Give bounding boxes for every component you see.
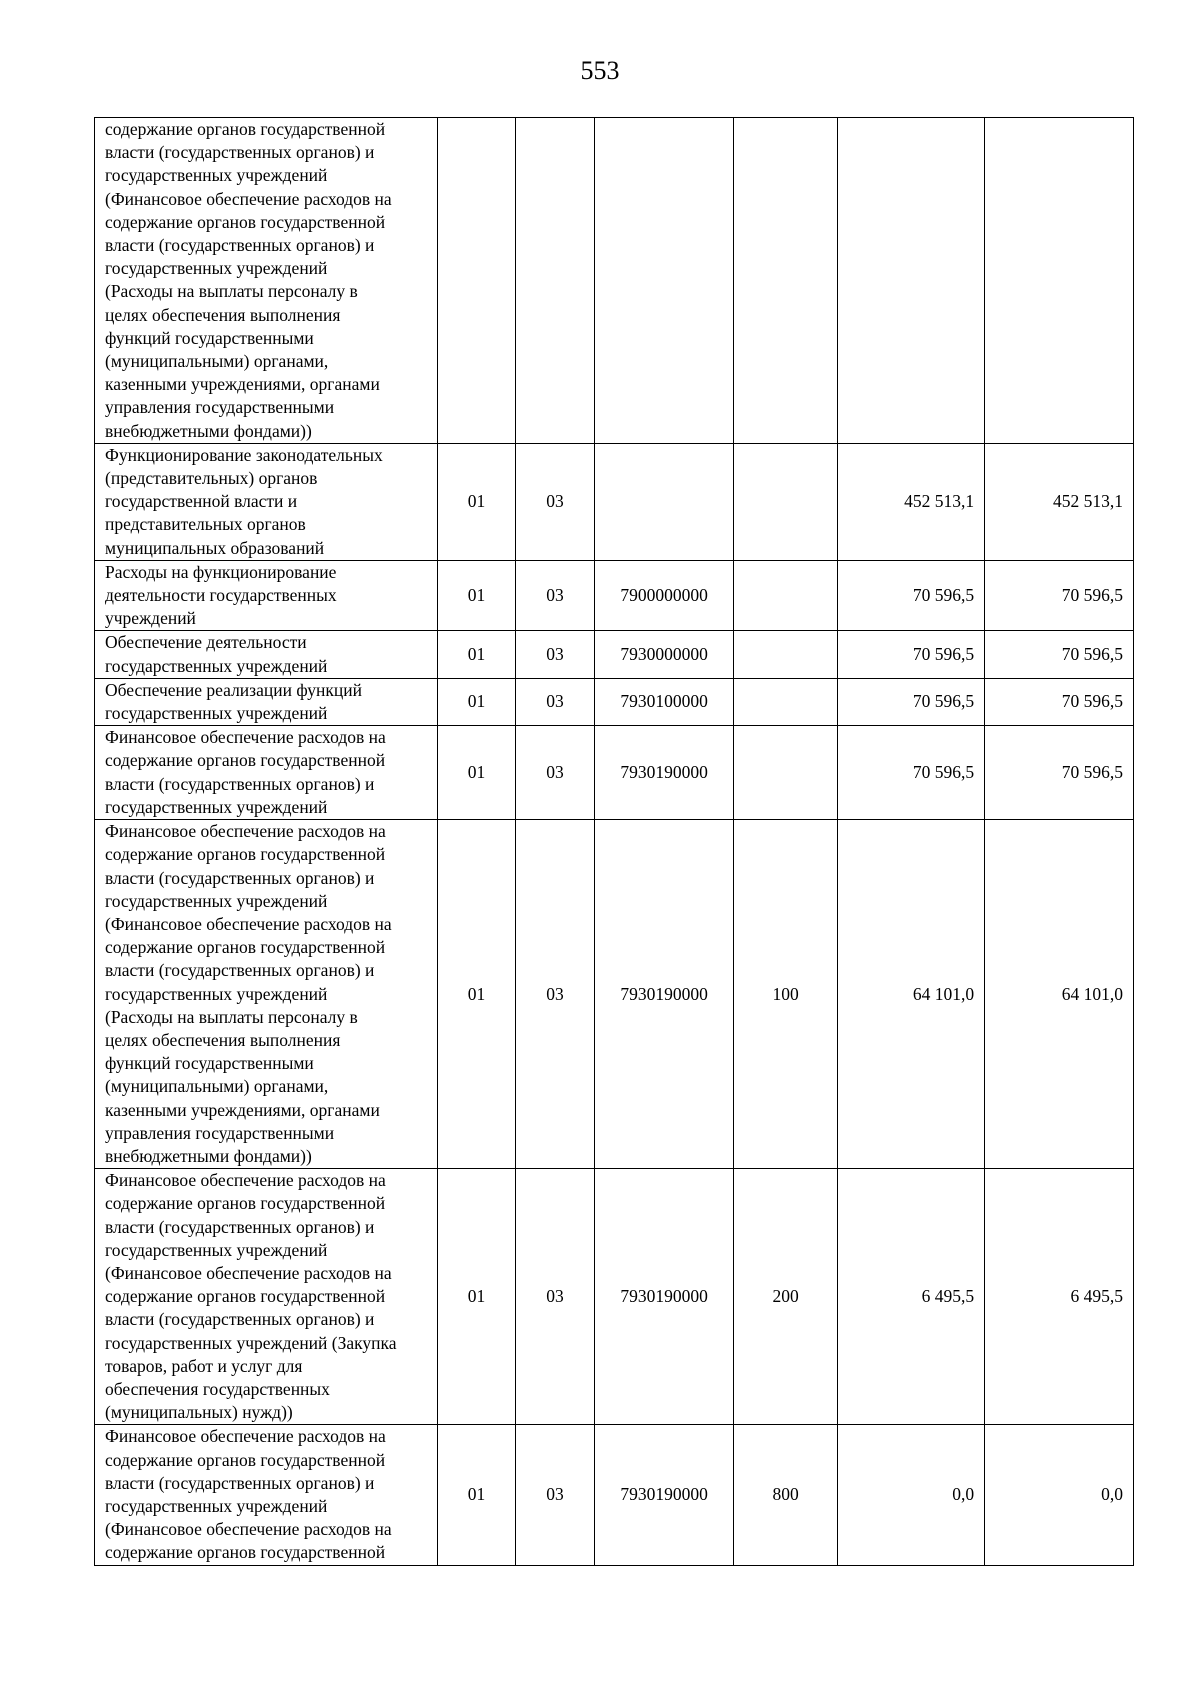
- cell-sum-2: 64 101,0: [985, 820, 1134, 1169]
- description-line: Финансовое обеспечение расходов на: [105, 1170, 386, 1191]
- description-line: управления государственными: [105, 397, 335, 418]
- cell-description: [95, 560, 438, 631]
- table-row: [95, 820, 1134, 1169]
- description-line: (Финансовое обеспечение расходов на: [105, 188, 392, 209]
- cell-description: [95, 1169, 438, 1425]
- description-line: содержание органов государственной: [105, 1286, 386, 1307]
- description-line: внебюджетными фондами)): [105, 1145, 312, 1166]
- cell-rz: [438, 118, 516, 444]
- description-line: содержание органов государственной: [105, 211, 386, 232]
- cell-description: [95, 678, 438, 725]
- table-row: [95, 726, 1134, 820]
- table-row: [95, 1169, 1134, 1425]
- cell-pr: 03: [515, 820, 595, 1169]
- description-line: власти (государственных органов) и: [105, 142, 375, 163]
- page-number: 553: [580, 56, 620, 85]
- cell-sum-2: 0,0: [985, 1425, 1134, 1565]
- cell-csr: 7930190000: [595, 1169, 734, 1425]
- description-line: государственных учреждений: [105, 655, 328, 676]
- description-line: (муниципальными) органами,: [105, 351, 329, 372]
- description-line: власти (государственных органов) и: [105, 960, 375, 981]
- cell-csr: 7930190000: [595, 726, 734, 820]
- description-line: государственных учреждений (Закупка: [105, 1332, 397, 1353]
- cell-sum-2: [985, 118, 1134, 444]
- description-line: (Расходы на выплаты персоналу в: [105, 281, 358, 302]
- description-line: муниципальных образований: [105, 537, 325, 558]
- description-line: власти (государственных органов) и: [105, 1216, 375, 1237]
- cell-vr: [733, 631, 837, 678]
- cell-pr: 03: [515, 560, 595, 631]
- description-line: товаров, работ и услуг для: [105, 1355, 303, 1376]
- cell-rz: 01: [438, 560, 516, 631]
- description-line: (муниципальных) нужд)): [105, 1402, 293, 1423]
- cell-vr: 100: [733, 820, 837, 1169]
- cell-pr: 03: [515, 1169, 595, 1425]
- cell-sum-1: 6 495,5: [838, 1169, 985, 1425]
- description-line: целях обеспечения выполнения: [105, 304, 341, 325]
- cell-sum-1: 0,0: [838, 1425, 985, 1565]
- cell-pr: 03: [515, 678, 595, 725]
- description-line: власти (государственных органов) и: [105, 867, 375, 888]
- cell-description: [95, 726, 438, 820]
- description-line: Финансовое обеспечение расходов на: [105, 1426, 386, 1447]
- description-line: содержание органов государственной: [105, 844, 386, 865]
- cell-vr: [733, 118, 837, 444]
- cell-vr: 800: [733, 1425, 837, 1565]
- description-line: функций государственными: [105, 327, 314, 348]
- cell-rz: 01: [438, 1425, 516, 1565]
- description-line: казенными учреждениями, органами: [105, 374, 380, 395]
- table-row: [95, 1425, 1134, 1565]
- cell-rz: 01: [438, 678, 516, 725]
- description-line: содержание органов государственной: [105, 1449, 386, 1470]
- cell-csr: 7930190000: [595, 1425, 734, 1565]
- cell-sum-2: 70 596,5: [985, 631, 1134, 678]
- cell-sum-2: 70 596,5: [985, 726, 1134, 820]
- cell-sum-1: 64 101,0: [838, 820, 985, 1169]
- description-line: государственных учреждений: [105, 983, 328, 1004]
- cell-sum-1: 70 596,5: [838, 631, 985, 678]
- description-line: (Расходы на выплаты персоналу в: [105, 1006, 358, 1027]
- description-line: содержание органов государственной: [105, 119, 386, 139]
- cell-description: [95, 118, 438, 444]
- cell-description: [95, 631, 438, 678]
- description-line: Расходы на функционирование: [105, 561, 337, 582]
- cell-vr: [733, 560, 837, 631]
- description-line: власти (государственных органов) и: [105, 235, 375, 256]
- description-line: государственной власти и: [105, 491, 298, 512]
- cell-sum-1: 70 596,5: [838, 726, 985, 820]
- description-line: (Финансовое обеспечение расходов на: [105, 913, 392, 934]
- cell-description: [95, 443, 438, 560]
- description-line: содержание органов государственной: [105, 937, 386, 958]
- cell-sum-1: 452 513,1: [838, 443, 985, 560]
- description-line: Обеспечение деятельности: [105, 632, 307, 653]
- cell-rz: 01: [438, 631, 516, 678]
- cell-description: [95, 1425, 438, 1565]
- description-line: государственных учреждений: [105, 890, 328, 911]
- cell-csr: 7930190000: [595, 820, 734, 1169]
- cell-sum-1: 70 596,5: [838, 678, 985, 725]
- description-line: государственных учреждений: [105, 1239, 328, 1260]
- description-line: содержание органов государственной: [105, 1542, 386, 1563]
- cell-description: [95, 820, 438, 1169]
- cell-csr: 7900000000: [595, 560, 734, 631]
- cell-csr: 7930000000: [595, 631, 734, 678]
- budget-table: [94, 117, 1134, 1566]
- description-line: государственных учреждений: [105, 258, 328, 279]
- cell-sum-1: 70 596,5: [838, 560, 985, 631]
- cell-csr: 7930100000: [595, 678, 734, 725]
- cell-pr: 03: [515, 726, 595, 820]
- description-line: обеспечения государственных: [105, 1378, 330, 1399]
- cell-csr: [595, 443, 734, 560]
- description-line: власти (государственных органов) и: [105, 1472, 375, 1493]
- description-line: управления государственными: [105, 1122, 335, 1143]
- description-line: учреждений: [105, 608, 196, 629]
- description-line: Функционирование законодательных: [105, 444, 383, 465]
- description-line: государственных учреждений: [105, 1495, 328, 1516]
- description-line: целях обеспечения выполнения: [105, 1029, 341, 1050]
- cell-rz: 01: [438, 443, 516, 560]
- cell-vr: [733, 726, 837, 820]
- description-line: деятельности государственных: [105, 585, 337, 606]
- description-line: (муниципальными) органами,: [105, 1076, 329, 1097]
- table-row: [95, 443, 1134, 560]
- description-line: власти (государственных органов) и: [105, 773, 375, 794]
- description-line: государственных учреждений: [105, 796, 328, 817]
- description-line: (представительных) органов: [105, 468, 318, 489]
- description-line: государственных учреждений: [105, 165, 328, 186]
- description-line: государственных учреждений: [105, 703, 328, 724]
- description-line: функций государственными: [105, 1053, 314, 1074]
- table-row: [95, 560, 1134, 631]
- description-line: Обеспечение реализации функций: [105, 679, 362, 700]
- table-row: [95, 631, 1134, 678]
- cell-vr: [733, 443, 837, 560]
- table-body: [95, 118, 1134, 1566]
- cell-pr: 03: [515, 1425, 595, 1565]
- cell-rz: 01: [438, 726, 516, 820]
- description-line: казенными учреждениями, органами: [105, 1099, 380, 1120]
- cell-csr: [595, 118, 734, 444]
- cell-pr: 03: [515, 443, 595, 560]
- description-line: Финансовое обеспечение расходов на: [105, 727, 386, 748]
- description-line: внебюджетными фондами)): [105, 420, 312, 441]
- table-row: [95, 118, 1134, 444]
- description-line: Финансовое обеспечение расходов на: [105, 821, 386, 842]
- cell-sum-1: [838, 118, 985, 444]
- description-line: власти (государственных органов) и: [105, 1309, 375, 1330]
- description-line: представительных органов: [105, 514, 306, 535]
- description-line: содержание органов государственной: [105, 750, 386, 771]
- cell-rz: 01: [438, 1169, 516, 1425]
- cell-vr: 200: [733, 1169, 837, 1425]
- description-line: (Финансовое обеспечение расходов на: [105, 1519, 392, 1540]
- cell-sum-2: 70 596,5: [985, 560, 1134, 631]
- cell-rz: 01: [438, 820, 516, 1169]
- cell-sum-2: 6 495,5: [985, 1169, 1134, 1425]
- table-row: [95, 678, 1134, 725]
- cell-sum-2: 70 596,5: [985, 678, 1134, 725]
- cell-sum-2: 452 513,1: [985, 443, 1134, 560]
- cell-pr: 03: [515, 631, 595, 678]
- cell-pr: [515, 118, 595, 444]
- description-line: (Финансовое обеспечение расходов на: [105, 1262, 392, 1283]
- cell-vr: [733, 678, 837, 725]
- description-line: содержание органов государственной: [105, 1193, 386, 1214]
